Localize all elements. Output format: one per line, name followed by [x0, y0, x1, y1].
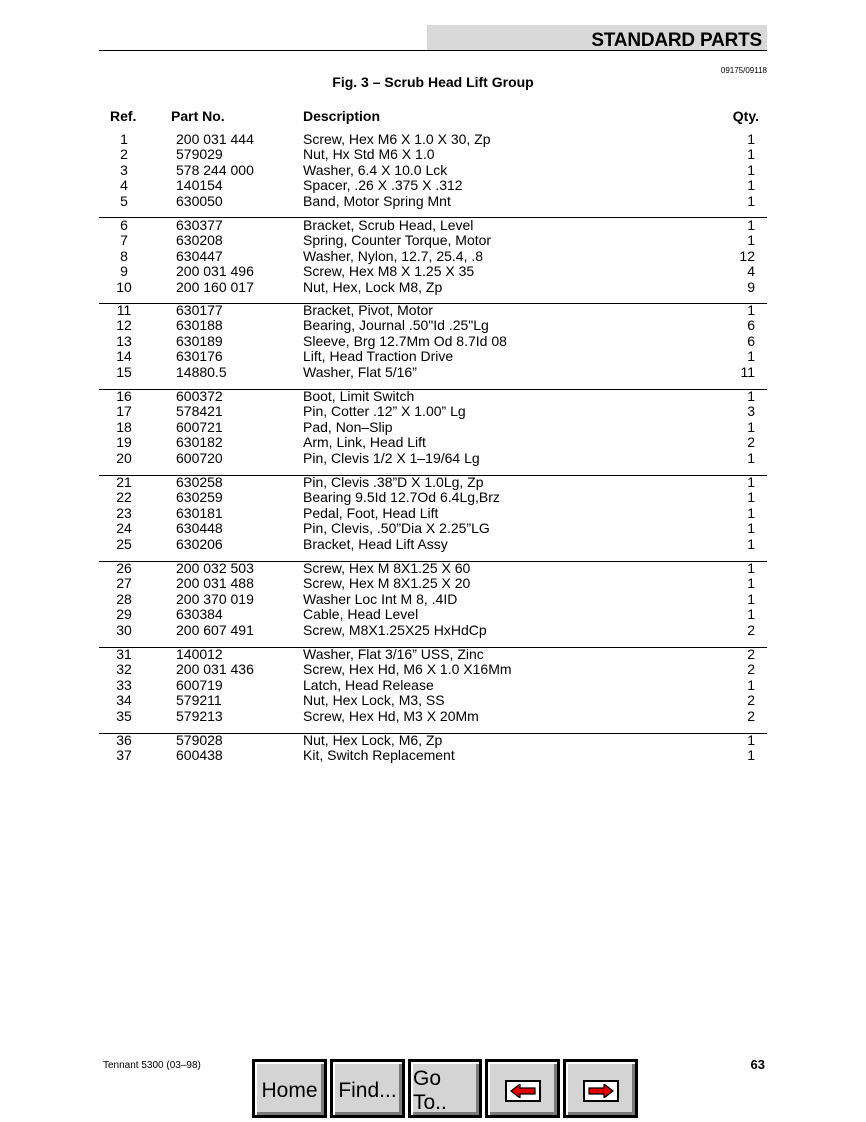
table-row — [99, 748, 767, 763]
table-row — [99, 537, 767, 552]
ref-cell: 22 — [116, 489, 132, 506]
qty-cell: 1 — [747, 177, 755, 194]
qty-cell: 6 — [747, 332, 755, 349]
qty-cell: 4 — [747, 263, 755, 280]
part-no-cell: 578421 — [176, 403, 223, 420]
table-row — [99, 178, 767, 193]
part-no-cell: 200 031 444 — [176, 131, 254, 147]
description-cell: Pin, Clevis 1/2 X 1–19/64 Lg — [303, 449, 480, 466]
table-row — [99, 693, 767, 708]
footer-model: Tennant 5300 (03–98) — [103, 1060, 201, 1071]
part-no-cell: 630206 — [176, 535, 223, 552]
description-cell: Cable, Head Level — [303, 606, 419, 623]
part-no-cell: 140154 — [176, 177, 223, 194]
qty-cell: 2 — [747, 707, 755, 724]
figure-title: Fig. 3 – Scrub Head Lift Group — [332, 74, 534, 90]
description-cell: Spacer, .26 X .375 X .312 — [303, 177, 463, 194]
qty-cell: 11 — [740, 363, 755, 380]
description-cell: Pedal, Foot, Head Lift — [303, 504, 439, 521]
qty-cell: 1 — [747, 560, 755, 576]
home-button[interactable]: Home — [252, 1059, 327, 1118]
part-no-cell: 630258 — [176, 474, 223, 490]
table-row — [99, 264, 767, 279]
ref-cell: 23 — [116, 504, 132, 521]
ref-cell: 25 — [116, 535, 132, 552]
qty-cell: 1 — [747, 474, 755, 490]
table-row — [99, 147, 767, 162]
qty-cell: 1 — [747, 217, 755, 233]
qty-cell: 12 — [739, 247, 755, 264]
qty-cell: 3 — [747, 403, 755, 420]
description-cell: Washer, Flat 5/16” — [303, 363, 417, 380]
ref-cell: 34 — [116, 692, 132, 709]
qty-cell: 2 — [747, 661, 755, 678]
parts-group — [99, 218, 767, 304]
table-row — [99, 163, 767, 178]
table-row — [99, 280, 767, 295]
qty-cell: 1 — [747, 535, 755, 552]
parts-group — [99, 647, 767, 734]
qty-cell: 1 — [747, 575, 755, 592]
table-row — [99, 647, 767, 662]
qty-cell: 1 — [747, 590, 755, 607]
description-cell: Bracket, Head Lift Assy — [303, 535, 448, 552]
part-no-cell: 630188 — [176, 317, 223, 334]
column-header-part-no: Part No. — [171, 108, 225, 124]
description-cell: Washer Loc Int M 8, .4ID — [303, 590, 458, 607]
description-cell: Screw, Hex Hd, M3 X 20Mm — [303, 707, 479, 724]
table-row — [99, 303, 767, 318]
ref-cell: 9 — [120, 263, 128, 280]
part-no-cell: 630448 — [176, 520, 223, 537]
part-no-cell: 200 031 496 — [176, 263, 254, 280]
ref-cell: 7 — [120, 232, 128, 249]
table-row — [99, 404, 767, 419]
part-no-cell: 630447 — [176, 247, 223, 264]
ref-cell: 5 — [120, 192, 128, 209]
part-no-cell: 630189 — [176, 332, 223, 349]
description-cell: Spring, Counter Torque, Motor — [303, 232, 492, 249]
table-row — [99, 233, 767, 248]
description-cell: Pin, Clevis .38”D X 1.0Lg, Zp — [303, 474, 484, 490]
previous-page-button[interactable] — [485, 1059, 560, 1118]
ref-cell: 21 — [116, 474, 132, 490]
ref-cell: 26 — [116, 560, 132, 576]
description-cell: Nut, Hex Lock, M6, Zp — [303, 732, 443, 748]
part-no-cell: 630182 — [176, 434, 223, 451]
parts-group — [99, 733, 767, 773]
table-row — [99, 334, 767, 349]
table-row — [99, 623, 767, 638]
description-cell: Washer, 6.4 X 10.0 Lck — [303, 161, 448, 178]
table-row — [99, 576, 767, 591]
qty-cell: 1 — [747, 348, 755, 365]
parts-group — [99, 561, 767, 648]
page-number: 63 — [750, 1057, 765, 1072]
description-cell: Screw, Hex M8 X 1.25 X 35 — [303, 263, 475, 280]
description-cell: Lift, Head Traction Drive — [303, 348, 454, 365]
description-cell: Washer, Flat 3/16” USS, Zinc — [303, 646, 484, 662]
qty-cell: 1 — [747, 520, 755, 537]
qty-cell: 1 — [747, 418, 755, 435]
ref-cell: 10 — [116, 278, 132, 295]
parts-group — [99, 475, 767, 562]
description-cell: Nut, Hex Lock, M3, SS — [303, 692, 445, 709]
part-no-cell: 579029 — [176, 146, 223, 163]
qty-cell: 1 — [747, 232, 755, 249]
ref-cell: 2 — [120, 146, 128, 163]
column-header-ref: Ref. — [110, 108, 137, 124]
qty-cell: 1 — [747, 606, 755, 623]
ref-cell: 3 — [120, 161, 128, 178]
part-no-cell: 600719 — [176, 676, 223, 693]
description-cell: Kit, Switch Replacement — [303, 747, 455, 764]
ref-cell: 1 — [120, 131, 128, 147]
description-cell: Sleeve, Brg 12.7Mm Od 8.7Id 08 — [303, 332, 507, 349]
section-title: STANDARD PARTS — [591, 30, 762, 51]
description-cell: Screw, Hex Hd, M6 X 1.0 X16Mm — [303, 661, 512, 678]
table-row — [99, 435, 767, 450]
parts-group — [99, 303, 767, 390]
description-cell: Bracket, Pivot, Motor — [303, 302, 433, 318]
description-cell: Pad, Non–Slip — [303, 418, 393, 435]
part-no-cell: 630384 — [176, 606, 223, 623]
description-cell: Bracket, Scrub Head, Level — [303, 217, 474, 233]
ref-cell: 12 — [116, 317, 132, 334]
next-page-button[interactable] — [563, 1059, 638, 1118]
qty-cell: 1 — [747, 192, 755, 209]
qty-cell: 2 — [747, 692, 755, 709]
table-row — [99, 607, 767, 622]
table-row — [99, 662, 767, 677]
ref-cell: 6 — [120, 217, 128, 233]
description-cell: Nut, Hx Std M6 X 1.0 — [303, 146, 435, 163]
ref-cell: 11 — [116, 302, 132, 318]
part-no-cell: 579211 — [176, 692, 222, 709]
part-no-cell: 600721 — [176, 418, 223, 435]
part-no-cell: 579028 — [176, 732, 223, 748]
table-row — [99, 389, 767, 404]
part-no-cell: 630181 — [176, 504, 223, 521]
part-no-cell: 578 244 000 — [176, 161, 254, 178]
qty-cell: 6 — [747, 317, 755, 334]
description-cell: Nut, Hex, Lock M8, Zp — [303, 278, 443, 295]
part-no-cell: 630377 — [176, 217, 223, 233]
table-row — [99, 194, 767, 209]
qty-cell: 1 — [747, 161, 755, 178]
part-no-cell: 630050 — [176, 192, 223, 209]
part-no-cell: 200 370 019 — [176, 590, 254, 607]
table-row — [99, 506, 767, 521]
ref-cell: 13 — [116, 332, 132, 349]
table-row — [99, 733, 767, 748]
qty-cell: 2 — [747, 434, 755, 451]
table-row — [99, 318, 767, 333]
ref-cell: 4 — [120, 177, 128, 194]
qty-cell: 1 — [747, 388, 755, 404]
ref-cell: 19 — [116, 434, 132, 451]
description-cell: Screw, Hex M 8X1.25 X 60 — [303, 560, 471, 576]
ref-cell: 31 — [116, 646, 132, 662]
part-no-cell: 630259 — [176, 489, 223, 506]
ref-cell: 8 — [120, 247, 128, 264]
description-cell: Arm, Link, Head Lift — [303, 434, 426, 451]
qty-cell: 1 — [747, 732, 755, 748]
ref-cell: 17 — [116, 403, 132, 420]
description-cell: Pin, Cotter .12” X 1.00” Lg — [303, 403, 466, 420]
part-no-cell: 200 607 491 — [176, 621, 254, 638]
table-row — [99, 132, 767, 147]
table-row — [99, 475, 767, 490]
qty-cell: 2 — [747, 646, 755, 662]
qty-cell: 2 — [747, 621, 755, 638]
table-row — [99, 349, 767, 364]
part-no-cell: 140012 — [176, 646, 223, 662]
parts-group — [99, 132, 767, 218]
ref-cell: 20 — [116, 449, 132, 466]
ref-cell: 37 — [116, 747, 132, 764]
description-cell: Screw, Hex M 8X1.25 X 20 — [303, 575, 471, 592]
table-row — [99, 561, 767, 576]
part-no-cell: 600372 — [176, 388, 223, 404]
ref-cell: 36 — [116, 732, 132, 748]
ref-cell: 16 — [116, 388, 132, 404]
ref-cell: 24 — [116, 520, 132, 537]
part-no-cell: 600720 — [176, 449, 223, 466]
part-no-cell: 200 031 488 — [176, 575, 254, 592]
description-cell: Boot, Limit Switch — [303, 388, 415, 404]
ref-cell: 33 — [116, 676, 132, 693]
qty-cell: 9 — [747, 278, 755, 295]
table-row — [99, 678, 767, 693]
table-row — [99, 451, 767, 466]
part-no-cell: 14880.5 — [176, 363, 227, 380]
column-header-qty: Qty. — [732, 108, 759, 124]
part-no-cell: 579213 — [176, 707, 223, 724]
part-no-cell: 200 032 503 — [176, 560, 254, 576]
find-button[interactable]: Find... — [330, 1059, 405, 1118]
doc-code: 09175/09118 — [720, 66, 767, 75]
qty-cell: 1 — [747, 302, 755, 318]
part-no-cell: 600438 — [176, 747, 223, 764]
description-cell: Pin, Clevis, .50”Dia X 2.25”LG — [303, 520, 490, 537]
ref-cell: 32 — [116, 661, 132, 678]
description-cell: Band, Motor Spring Mnt — [303, 192, 451, 209]
qty-cell: 1 — [747, 747, 755, 764]
parts-group — [99, 389, 767, 476]
column-header-description: Description — [303, 108, 381, 124]
ref-cell: 29 — [116, 606, 132, 623]
description-cell: Screw, Hex M6 X 1.0 X 30, Zp — [303, 131, 491, 147]
description-cell: Washer, Nylon, 12.7, 25.4, .8 — [303, 247, 484, 264]
description-cell: Bearing 9.5Id 12.7Od 6.4Lg,Brz — [303, 489, 500, 506]
description-cell: Latch, Head Release — [303, 676, 434, 693]
qty-cell: 1 — [747, 676, 755, 693]
table-row — [99, 249, 767, 264]
goto-button[interactable]: Go To.. — [408, 1059, 482, 1118]
ref-cell: 18 — [116, 418, 132, 435]
ref-cell: 14 — [116, 348, 132, 365]
part-no-cell: 200 160 017 — [176, 278, 254, 295]
table-row — [99, 490, 767, 505]
part-no-cell: 630208 — [176, 232, 223, 249]
qty-cell: 1 — [747, 131, 755, 147]
qty-cell: 1 — [747, 146, 755, 163]
table-row — [99, 365, 767, 380]
ref-cell: 15 — [116, 363, 132, 380]
part-no-cell: 630176 — [176, 348, 223, 365]
qty-cell: 1 — [747, 449, 755, 466]
description-cell: Bearing, Journal .50"Id .25"Lg — [303, 317, 489, 334]
right-arrow-icon — [583, 1080, 619, 1102]
qty-cell: 1 — [747, 489, 755, 506]
ref-cell: 28 — [116, 590, 132, 607]
ref-cell: 30 — [116, 621, 132, 638]
table-row — [99, 709, 767, 724]
table-row — [99, 218, 767, 233]
qty-cell: 1 — [747, 504, 755, 521]
ref-cell: 35 — [116, 707, 132, 724]
table-row — [99, 420, 767, 435]
table-row — [99, 592, 767, 607]
description-cell: Screw, M8X1.25X25 HxHdCp — [303, 621, 487, 638]
ref-cell: 27 — [116, 575, 132, 592]
part-no-cell: 630177 — [176, 302, 223, 318]
table-row — [99, 521, 767, 536]
part-no-cell: 200 031 436 — [176, 661, 254, 678]
left-arrow-icon — [505, 1080, 541, 1102]
